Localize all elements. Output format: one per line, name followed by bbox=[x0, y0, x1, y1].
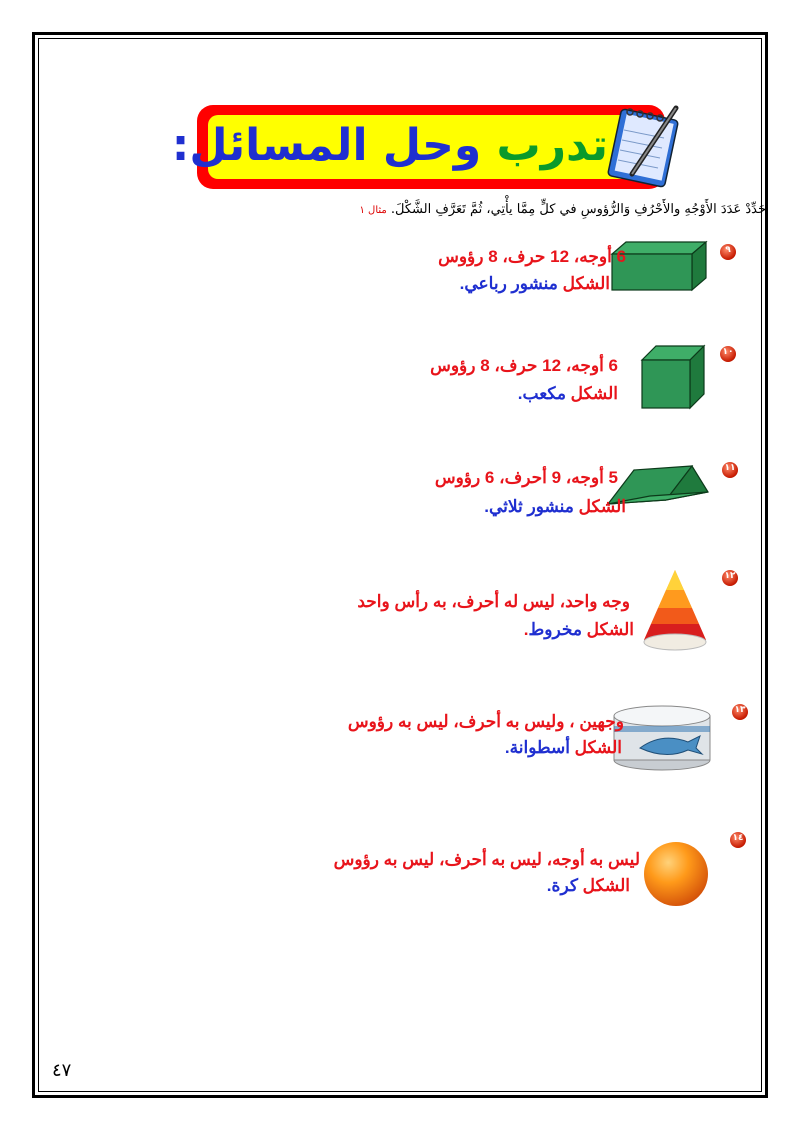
period: . bbox=[459, 274, 465, 293]
sphere-orange-icon bbox=[642, 840, 710, 908]
item-14-properties: ليس به أوجه، ليس به أحرف، ليس به رؤوس bbox=[333, 850, 640, 869]
question-number: ١١ bbox=[724, 463, 736, 473]
shape-name: كرة bbox=[551, 876, 578, 895]
cone-icon bbox=[642, 568, 708, 652]
item-12-properties: وجه واحد، ليس له أحرف، به رأس واحد bbox=[357, 592, 630, 611]
page-number: ٤٧ bbox=[52, 1060, 72, 1081]
notebook-pen-icon bbox=[602, 100, 688, 190]
shape-prefix: الشكل bbox=[570, 384, 618, 403]
question-number: ١٢ bbox=[724, 571, 736, 581]
question-number-badge bbox=[722, 570, 738, 586]
item-11-answer bbox=[484, 497, 626, 517]
question-number: ٩ bbox=[725, 245, 731, 255]
question-number: ١٠ bbox=[722, 347, 734, 357]
item-12-answer bbox=[524, 620, 634, 640]
instruction-main: حَدِّدْ عَدَدَ الأَوْجُهِ والأَحْرُفِ وَالرُّؤوسِ في كلٍّ مِمَّا يأْتِي، ثُمَّ تَعَرَّفِ الشَّكْلَ. bbox=[390, 202, 766, 217]
item-9-properties: 6 أوجه، 12 حرف، 8 رؤوس bbox=[438, 247, 626, 266]
question-number-badge bbox=[720, 346, 736, 362]
item-13-answer bbox=[505, 738, 622, 758]
period: . bbox=[484, 497, 490, 516]
cylinder-can-icon bbox=[610, 704, 714, 772]
question-number-badge bbox=[732, 704, 748, 720]
shape-name: منشور رباعي bbox=[464, 274, 558, 293]
shape-prefix: الشكل bbox=[582, 876, 630, 895]
item-10-properties: 6 أوجه، 12 حرف، 8 رؤوس bbox=[430, 356, 618, 375]
shape-name: أسطوانة bbox=[509, 738, 570, 757]
period: . bbox=[517, 384, 523, 403]
period: . bbox=[546, 876, 552, 895]
example-label: مثال ١ bbox=[359, 205, 387, 216]
cube-icon bbox=[636, 342, 708, 410]
shape-name: مكعب bbox=[522, 384, 566, 403]
question-number: ١٣ bbox=[734, 705, 746, 715]
period: . bbox=[504, 738, 510, 757]
item-14-answer bbox=[547, 876, 630, 896]
shape-prefix: الشكل bbox=[578, 497, 626, 516]
page-inner-border bbox=[38, 38, 762, 1092]
question-number-badge bbox=[722, 462, 738, 478]
title-part2: وحل المسائل: bbox=[171, 120, 482, 171]
title-part1: تدرب bbox=[496, 120, 608, 171]
item-13-properties: وجهين ، وليس به أحرف، ليس به رؤوس bbox=[347, 712, 624, 731]
page-title bbox=[171, 112, 608, 180]
shape-name: منشور ثلاثي bbox=[489, 497, 574, 516]
period: . bbox=[523, 620, 529, 639]
shape-prefix: الشكل bbox=[574, 738, 622, 757]
question-number-badge bbox=[720, 244, 736, 260]
question-number-badge bbox=[730, 832, 746, 848]
question-number: ١٤ bbox=[732, 833, 744, 843]
item-9-answer bbox=[460, 274, 610, 294]
item-11-properties: 5 أوجه، 9 أحرف، 6 رؤوس bbox=[434, 468, 618, 487]
instruction-text bbox=[90, 202, 766, 217]
shape-name: مخروط bbox=[528, 620, 582, 639]
shape-prefix: الشكل bbox=[562, 274, 610, 293]
shape-prefix: الشكل bbox=[586, 620, 634, 639]
item-10-answer bbox=[518, 384, 618, 404]
